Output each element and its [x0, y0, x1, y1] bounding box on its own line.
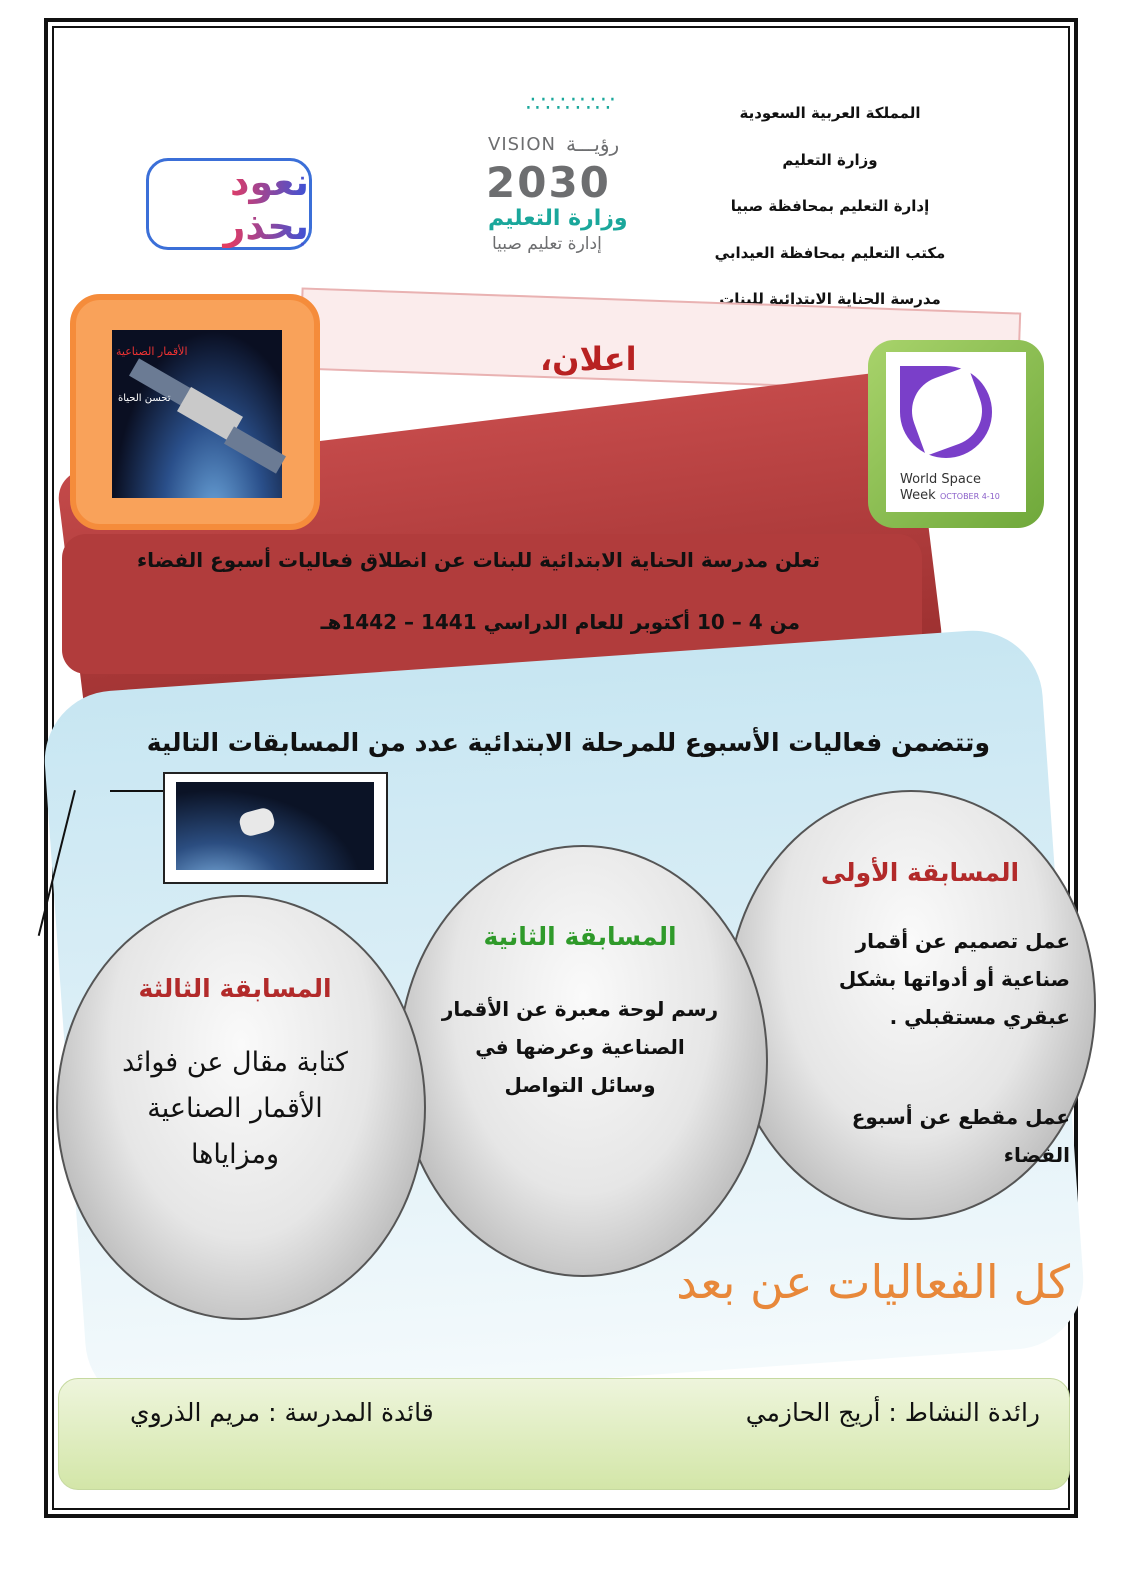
wsw-line2: Week	[900, 488, 936, 503]
campaign-logo	[146, 158, 312, 250]
header-line-school: مدرسة الحناية الابتدائية للبنات	[719, 290, 941, 308]
footer-panel	[58, 1378, 1070, 1490]
campaign-logo-text: نعود بحذر	[149, 160, 309, 248]
competition-first-title: المسابقة الأولى	[820, 858, 1020, 887]
competition-third-title: المسابقة الثالثة	[138, 974, 332, 1003]
vision-arabic: رؤيـــة	[566, 132, 620, 156]
competition-first-text: عمل تصميم عن أقمار صناعية أو أدواتها بشكل عبقري مستقبلي .	[838, 929, 1070, 1029]
satellite-image-sub: تحسن الحياة	[118, 393, 171, 404]
competition-second-title: المسابقة الثانية	[483, 922, 677, 951]
school-principal: قائدة المدرسة : مريم الذروي	[130, 1398, 434, 1427]
header-line-office: مكتب التعليم بمحافظة العيدابي	[714, 243, 946, 262]
competitions-intro: وتتضمن فعاليات الأسبوع للمرحلة الابتدائية عدد من المسابقات التالية	[146, 728, 990, 757]
remote-activities-note: كل الفعاليات عن بعد	[676, 1255, 1070, 1309]
announcement-line1: تعلن مدرسة الحناية الابتدائية للبنات عن انطلاق فعاليات أسبوع الفضاء	[136, 548, 820, 572]
vision-word: VISION	[488, 134, 556, 155]
wsw-dates: OCTOBER 4-10	[940, 492, 1000, 501]
competition-first-text2: عمل مقطع عن أسبوع الفضاء	[851, 1105, 1070, 1167]
competition-third-text: كتابة مقال عن فوائد الأقمار الصناعية ومزاياها	[122, 1047, 348, 1170]
ministry-logo-text: وزارة التعليم	[488, 206, 628, 231]
vision-2030-logo	[478, 92, 663, 262]
vision-year: 2030	[486, 158, 611, 207]
ministry-sub-text: إدارة تعليم صبيا	[492, 234, 602, 254]
ministry-header	[690, 96, 970, 329]
satellite-image-title: الأقمار الصناعية	[116, 345, 188, 358]
astronaut-image	[176, 782, 374, 870]
activity-leader: رائدة النشاط : أريج الحازمي	[745, 1398, 1040, 1427]
header-line-administration: إدارة التعليم بمحافظة صبيا	[730, 197, 930, 215]
competition-second-text: رسم لوحة معبرة عن الأقمار الصناعية وعرضها في وسائل التواصل	[441, 997, 719, 1097]
vision-dots-icon: ∴∵∴∵∴∵	[526, 92, 616, 117]
callout-line	[110, 790, 164, 792]
header-line-ministry: وزارة التعليم	[782, 150, 878, 169]
header-line-country: المملكة العربية السعودية	[739, 104, 921, 122]
announcement-line2: من 4 – 10 أكتوبر للعام الدراسي 1441 – 1442هـ	[320, 610, 800, 634]
announcement-title: اعلان،	[540, 340, 637, 378]
wsw-line1: World Space	[900, 472, 982, 487]
